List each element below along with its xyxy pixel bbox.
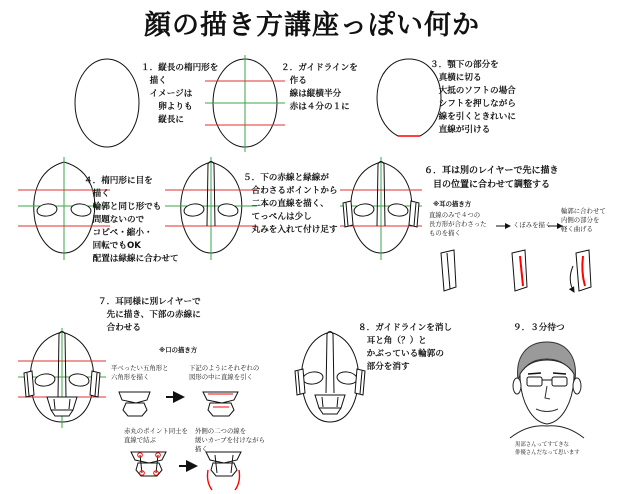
right-ear xyxy=(409,201,419,227)
mouth-stage-2 xyxy=(203,392,238,416)
left-eye xyxy=(34,373,55,388)
step2-text: ２．ガイドラインを 作る 線は縦横半分 赤は４分の１に xyxy=(281,63,358,112)
mouth-stage-3 xyxy=(131,452,166,476)
ear-note-a: 直線のみで４つの 長方形が合わさった ものを描く xyxy=(429,211,487,237)
left-ear xyxy=(24,371,34,397)
step8-text: ８．ガイドラインを消し 耳と角（？）と かぶっている輪郭の 部分を消す xyxy=(358,323,453,372)
right-eye xyxy=(68,373,89,388)
left-eye xyxy=(183,203,204,218)
right-eye xyxy=(387,203,408,218)
step7-drawing xyxy=(18,328,106,428)
ear-note-b: くぼみを描く xyxy=(513,221,552,229)
ear-stage-c xyxy=(570,250,591,292)
step8-drawing xyxy=(295,332,365,423)
head-crest xyxy=(326,332,334,394)
mouth-stage-1 xyxy=(119,392,150,416)
mouth-note-b: 下記のようにそれぞれの 図形の中に直線を引く xyxy=(189,364,260,381)
step1-text: １．縦長の楕円形を 描く イメージは 卵よりも 縦長に xyxy=(141,63,219,125)
curve-arrow xyxy=(570,266,574,292)
ear-note-c: 輪郭に合わせて 内側の部分を 軽く曲げる xyxy=(561,207,606,233)
portrait-caption: 黒部さんってすてきな 俳優さんだなって思います xyxy=(515,442,580,456)
right-ear-portrait xyxy=(573,378,581,394)
right-eye xyxy=(217,203,238,218)
ear-stage-a xyxy=(441,250,456,291)
left-eye xyxy=(302,371,323,386)
step6-text: ６．耳は別のレイヤーで先に描き 目の位置に合わせて調整する xyxy=(424,166,559,190)
shoulders xyxy=(510,426,584,438)
step9-text: ９．３分待つ xyxy=(513,323,565,333)
step4-text: ４．楕円形に目を 描く 輪郭と同じ形でも 問題ないので コピペ・縮小・ 回転でもOK 配置は緑線に合わせて xyxy=(84,176,179,264)
face xyxy=(520,360,574,424)
page-title: 顔の描き方講座っぽい何か xyxy=(144,10,480,41)
step3-text: ３．顎下の部分を 真横に切る 大抵のソフトの場合 シフトを押しながら 線を引くときれいに 直線が引ける xyxy=(430,60,516,135)
step1-drawing xyxy=(75,59,139,147)
step5-text: ５．下の赤線と緑線が 合わさるポイントから 二本の直線を描く、 てっぺんは少し 丸みを入れて付け足す xyxy=(243,173,338,235)
ear-notes-header: ※耳の描き方 xyxy=(433,200,472,208)
mouth-notes-header: ※口の描き方 xyxy=(159,346,198,354)
left-ear xyxy=(343,201,353,227)
left-ear xyxy=(295,369,305,395)
left-eye xyxy=(353,203,374,218)
step7-text: ７．耳同様に別レイヤーで 先に描き、下部の赤線に 合わせる xyxy=(98,297,201,333)
mouth-stage-4 xyxy=(206,452,241,490)
mouth-note-a: 平べったい五角形と 六角形を描く xyxy=(111,364,169,381)
right-eye xyxy=(336,371,357,386)
step6-drawing xyxy=(340,157,422,260)
portrait-drawing xyxy=(510,342,584,438)
left-eye xyxy=(36,203,57,218)
ear-stage-b xyxy=(512,250,527,291)
right-ear xyxy=(90,371,100,397)
left-ear-portrait xyxy=(513,378,521,394)
mouth xyxy=(315,395,345,414)
mouth-note-c: 赤丸のポイント同士を 直線で結ぶ xyxy=(124,427,188,444)
mouth-note-d: 外側の二つの線を 緩いカーブを付けながら 描く xyxy=(195,427,265,453)
face-outline xyxy=(75,59,139,147)
mouth xyxy=(47,397,77,416)
